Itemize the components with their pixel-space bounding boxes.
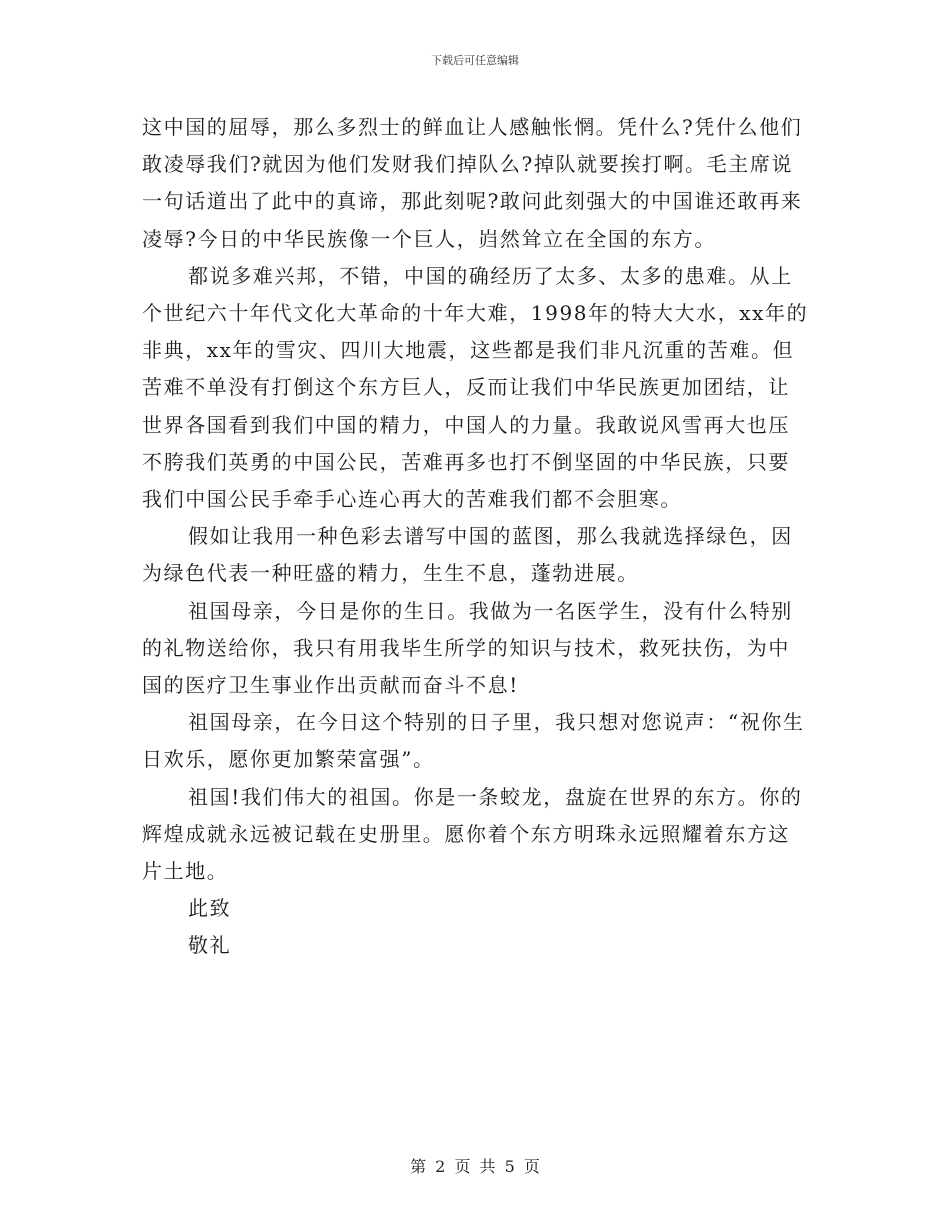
paragraph-6: 祖国!我们伟大的祖国。你是一条蛟龙，盘旋在世界的东方。你的辉煌成就永远被记载在史册里。愿你着个东方明珠永远照耀着东方这片土地。 — [142, 784, 803, 884]
paragraph-2: 都说多难兴邦，不错，中国的确经历了太多、太多的患难。从上个世纪六十年代文化大革命的十年大难，1998年的特大大水，xx年的非典，xx年的雪灾、四川大地震，这些都是我们非凡沉重的苦难。但苦难不单没有打倒这个东方巨人，反而让我们中华民族更加团结，让世界各国看到我们中国的精力，中国人的力量。我敢说风雪再大也压不胯我们英勇的中国公民，苦难再多也打不倒坚固的中华民族，只要我们中国公民手牵手心连心再大的苦难我们都不会胆寒。 — [142, 263, 809, 512]
page-number: 第 2 页 共 5 页 — [410, 1157, 540, 1176]
paragraph-4: 祖国母亲，今日是你的生日。我做为一名医学生，没有什么特别的礼物送给你，我只有用我毕生所学的知识与技术，救死扶伤，为中国的医疗卫生事业作出贡献而奋斗不息! — [142, 598, 793, 698]
closing-regards: 敬礼 — [188, 933, 232, 958]
paragraph-1: 这中国的屈辱，那么多烈士的鲜血让人感触怅惘。凭什么?凭什么他们敢凌辱我们?就因为他们发财我们掉队么?掉队就要挨打啊。毛主席说一句话道出了此中的真谛，那此刻呢?敢问此刻强大的中国谁还敢再来凌辱?今日的中华民族像一个巨人，岿然耸立在全国的东方。 — [142, 115, 803, 251]
page-header: 下载后可任意编辑 — [431, 54, 519, 67]
paragraph-3: 假如让我用一种色彩去谱写中国的蓝图，那么我就选择绿色，因为绿色代表一种旺盛的精力，生生不息，蓬勃进展。 — [142, 524, 793, 586]
letter-body — [142, 109, 810, 965]
paragraph-5: 祖国母亲，在今日这个特别的日子里，我只想对您说声：“祝你生日欢乐，愿你更加繁荣富强”。 — [142, 710, 805, 772]
closing-salutation: 此致 — [188, 896, 232, 921]
